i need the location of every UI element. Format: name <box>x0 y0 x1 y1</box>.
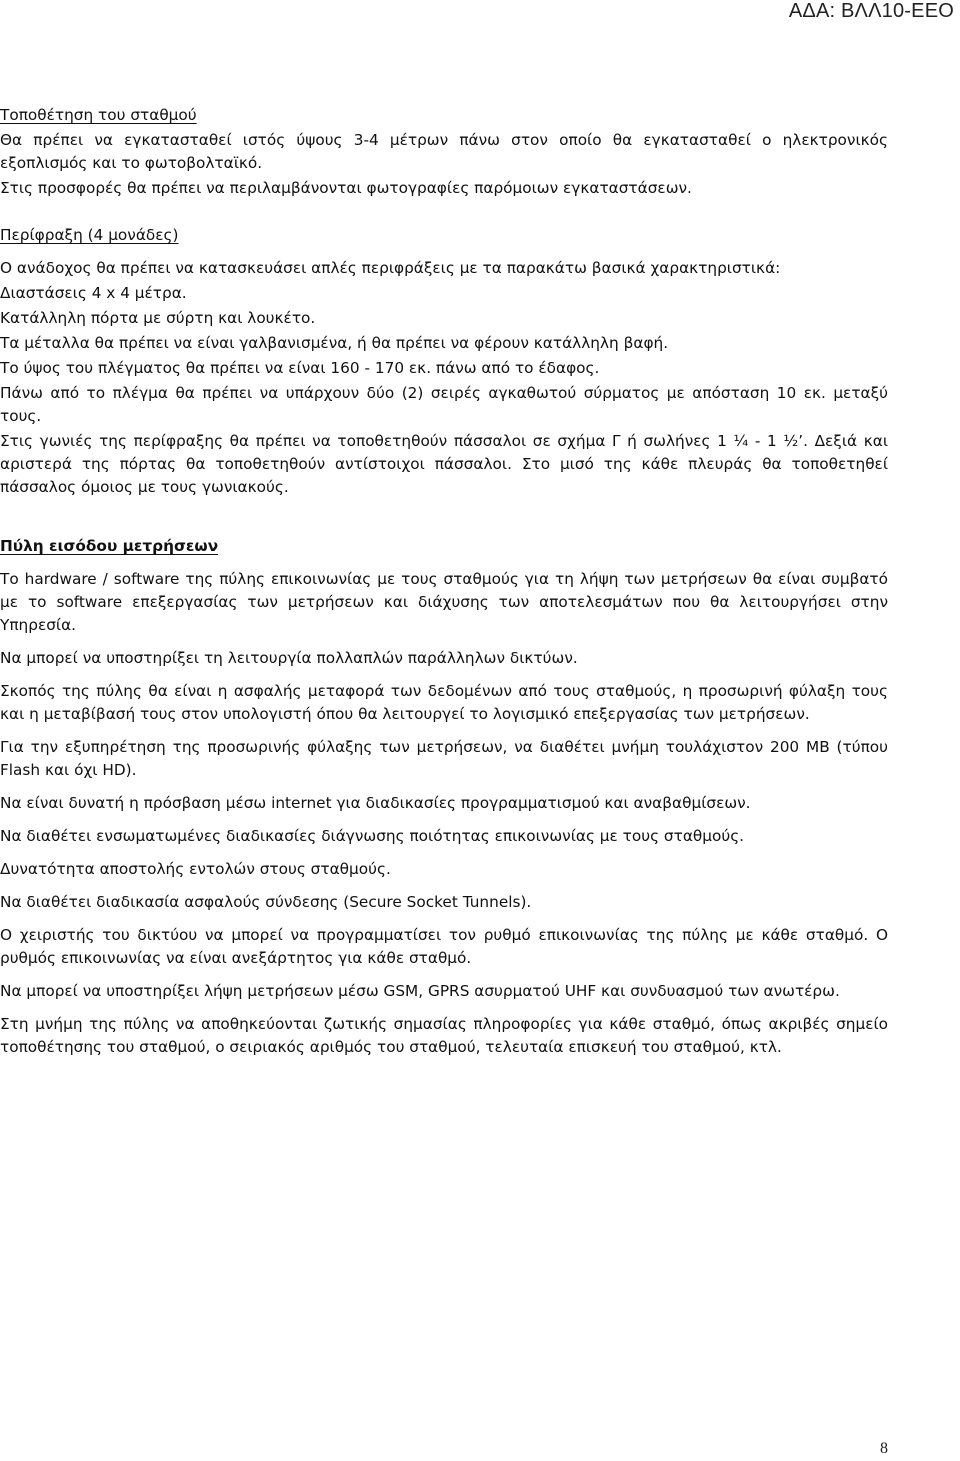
paragraph: Να διαθέτει διαδικασία ασφαλούς σύνδεσης (Secure Socket Tunnels). <box>0 893 532 911</box>
section-heading-station-text: Τοποθέτηση του σταθμού <box>0 106 197 124</box>
list-item: Τα μέταλλα θα πρέπει να είναι γαλβανισμένα, ή θα πρέπει να φέρουν κατάλληλη βαφή. <box>0 334 669 352</box>
paragraph: Για την εξυπηρέτηση της προσωρινής φύλαξης των μετρήσεων, να διαθέτει μνήμη τουλάχιστον 200 MB (τύπου Flash και όχι HD). <box>0 738 888 779</box>
paragraph: Να μπορεί να υποστηρίξει τη λειτουργία πολλαπλών παράλληλων δικτύων. <box>0 649 578 667</box>
section-heading-fence-text: Περίφραξη (4 μονάδες) <box>0 226 179 244</box>
list-item: Πάνω από το πλέγμα θα πρέπει να υπάρχουν δύο (2) σειρές αγκαθωτού σύρματος με απόσταση 10 εκ. μεταξύ τους. <box>0 384 888 425</box>
paragraph: Να διαθέτει ενσωματωμένες διαδικασίες διάγνωσης ποιότητας επικοινωνίας με τους σταθμούς. <box>0 827 745 845</box>
paragraph: Στις προσφορές θα πρέπει να περιλαμβάνονται φωτογραφίες παρόμοιων εγκαταστάσεων. <box>0 179 692 197</box>
paragraph: Να είναι δυνατή η πρόσβαση μέσω internet για διαδικασίες προγραμματισμού και αναβαθμίσεων. <box>0 794 751 812</box>
paragraph: Θα πρέπει να εγκατασταθεί ιστός ύψους 3-4 μέτρων πάνω στον οποίο θα εγκατασταθεί ο ηλεκτρονικός εξοπλισμός και το φωτοβολταϊκό. <box>0 131 888 172</box>
paragraph: Ο ανάδοχος θα πρέπει να κατασκευάσει απλές περιφράξεις με τα παρακάτω βασικά χαρακτηριστικά: <box>0 259 781 277</box>
paragraph: Στη μνήμη της πύλης να αποθηκεύονται ζωτικής σημασίας πληροφορίες για κάθε σταθμό, όπως ακριβές σημείο τοποθέτησης του σταθμού, ο σειριακός αριθμός του σταθμού, τελευταία επισκευή του σταθμού, κτλ. <box>0 1015 888 1056</box>
list-item: Το ύψος του πλέγματος θα πρέπει να είναι 160 - 170 εκ. πάνω από το έδαφος. <box>0 359 600 377</box>
list-item: Στις γωνιές της περίφραξης θα πρέπει να τοποθετηθούν πάσσαλοι σε σχήμα Γ ή σωλήνες 1 ¼ - 1 ½’. Δεξιά και αριστερά της πόρτας θα τοποθετηθούν αντίστοιχοι πάσσαλοι. Στο μισό της κάθε πλευράς θα τοποθετηθεί πάσσαλος όμοιος με τους γωνιακούς. <box>0 432 888 496</box>
page-number: 8 <box>880 1440 888 1457</box>
paragraph: Το hardware / software της πύλης επικοινωνίας με τους σταθμούς για τη λήψη των μετρήσεων θα είναι συμβατό με το software επεξεργασίας των μετρήσεων και διάχυσης των αποτελεσμάτων που θα λειτουργήσει στην Υπηρεσία. <box>0 570 888 634</box>
section-heading-fence <box>0 224 888 247</box>
paragraph: Δυνατότητα αποστολής εντολών στους σταθμούς. <box>0 860 391 878</box>
document-body <box>0 104 888 1069</box>
section-heading-gateway: Πύλη εισόδου μετρήσεων <box>0 537 219 555</box>
paragraph: Σκοπός της πύλης θα είναι η ασφαλής μεταφορά των δεδομένων από τους σταθμούς, η προσωρινή φύλαξη τους και η μεταβίβασή τους στον υπολογιστή όπου θα λειτουργεί το λογισμικό επεξεργασίας των μετρήσεων. <box>0 682 888 723</box>
list-item: Διαστάσεις 4 x 4 μέτρα. <box>0 284 187 302</box>
ada-code: ΑΔΑ: ΒΛΛ10-ΕΕΟ <box>788 0 954 22</box>
paragraph: Να μπορεί να υποστηρίξει λήψη μετρήσεων μέσω GSM, GPRS ασυρματού UHF και συνδυασμού των ανωτέρω. <box>0 982 840 1000</box>
section-heading-station <box>0 104 888 127</box>
list-item: Κατάλληλη πόρτα με σύρτη και λουκέτο. <box>0 309 316 327</box>
paragraph: Ο χειριστής του δικτύου να μπορεί να προγραμματίσει τον ρυθμό επικοινωνίας της πύλης με κάθε σταθμό. Ο ρυθμός επικοινωνίας να είναι ανεξάρτητος για κάθε σταθμό. <box>0 926 888 967</box>
